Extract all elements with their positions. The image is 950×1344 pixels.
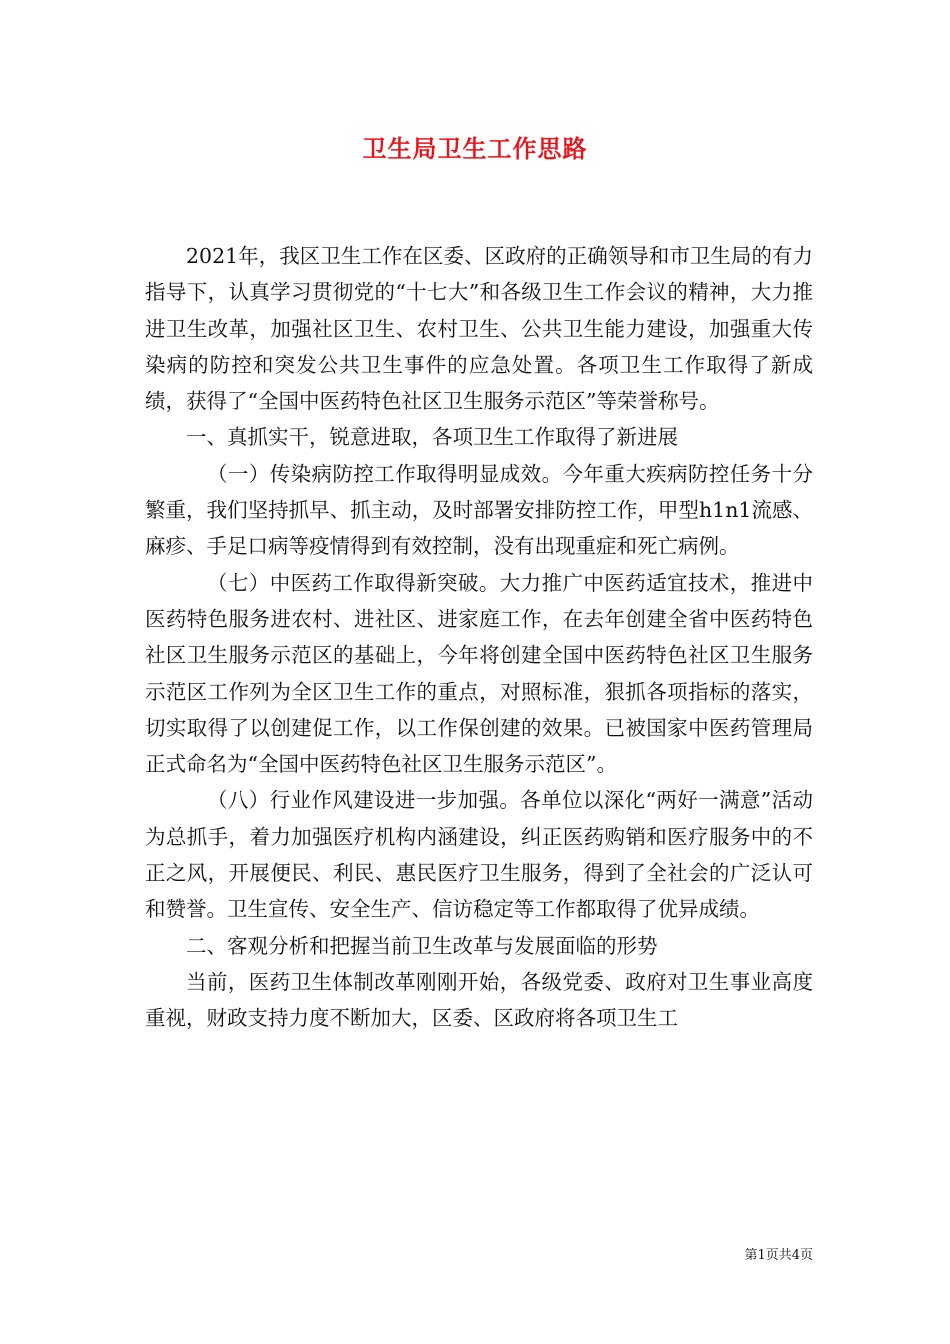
paragraph-intro: 2021年，我区卫生工作在区委、区政府的正确领导和市卫生局的有力指导下，认真学习贯彻党的“十七大”和各级卫生工作会议的精神，大力推进卫生改革，加强社区卫生、农村卫生、公共卫生能力建设，加强重大传染病的防控和突发公共卫生事件的应急处置。各项卫生工作取得了新成绩，获得了“全国中医药特色社区卫生服务示范区”等荣誉称号。 — [145, 244, 813, 414]
paragraph-current: 当前，医药卫生体制改革刚刚开始，各级党委、政府对卫生事业高度重视，财政支持力度不断加大，区委、区政府将各项卫生工 — [145, 969, 813, 1031]
page-number: 第1页共4页 — [744, 1248, 813, 1263]
document-title: 卫生局卫生工作思路 — [362, 134, 588, 163]
section-heading-1: 一、真抓实干，锐意进取，各项卫生工作取得了新进展 — [186, 425, 678, 450]
paragraph-item-7: （七）中医药工作取得新突破。大力推广中医药适宜技术，推进中医药特色服务进农村、进社区、进家庭工作，在去年创建全省中医药特色社区卫生服务示范区的基础上，今年将创建全国中医药特色社区卫生服务示范区工作列为全区卫生工作的重点，对照标准，狠抓各项指标的落实，切实取得了以创建促工作，以工作保创建的效果。已被国家中医药管理局正式命名为“全国中医药特色社区卫生服务示范区”。 — [145, 570, 813, 777]
paragraph-item-8: （八）行业作风建设进一步加强。各单位以深化“两好一满意”活动为总抓手，着力加强医疗机构内涵建设，纠正医药购销和医疗服务中的不正之风，开展便民、利民、惠民医疗卫生服务，得到了全社会的广泛认可和赞誉。卫生宣传、安全生产、信访稳定等工作都取得了优异成绩。 — [145, 788, 813, 922]
paragraph-item-1: （一）传染病防控工作取得明显成效。今年重大疾病防控任务十分繁重，我们坚持抓早、抓主动，及时部署安排防控工作，甲型h1n1流感、麻疹、手足口病等疫情得到有效控制，没有出现重症和死亡病例。 — [145, 461, 813, 559]
section-heading-2: 二、客观分析和把握当前卫生改革与发展面临的形势 — [186, 933, 658, 958]
document-body — [145, 238, 813, 1037]
